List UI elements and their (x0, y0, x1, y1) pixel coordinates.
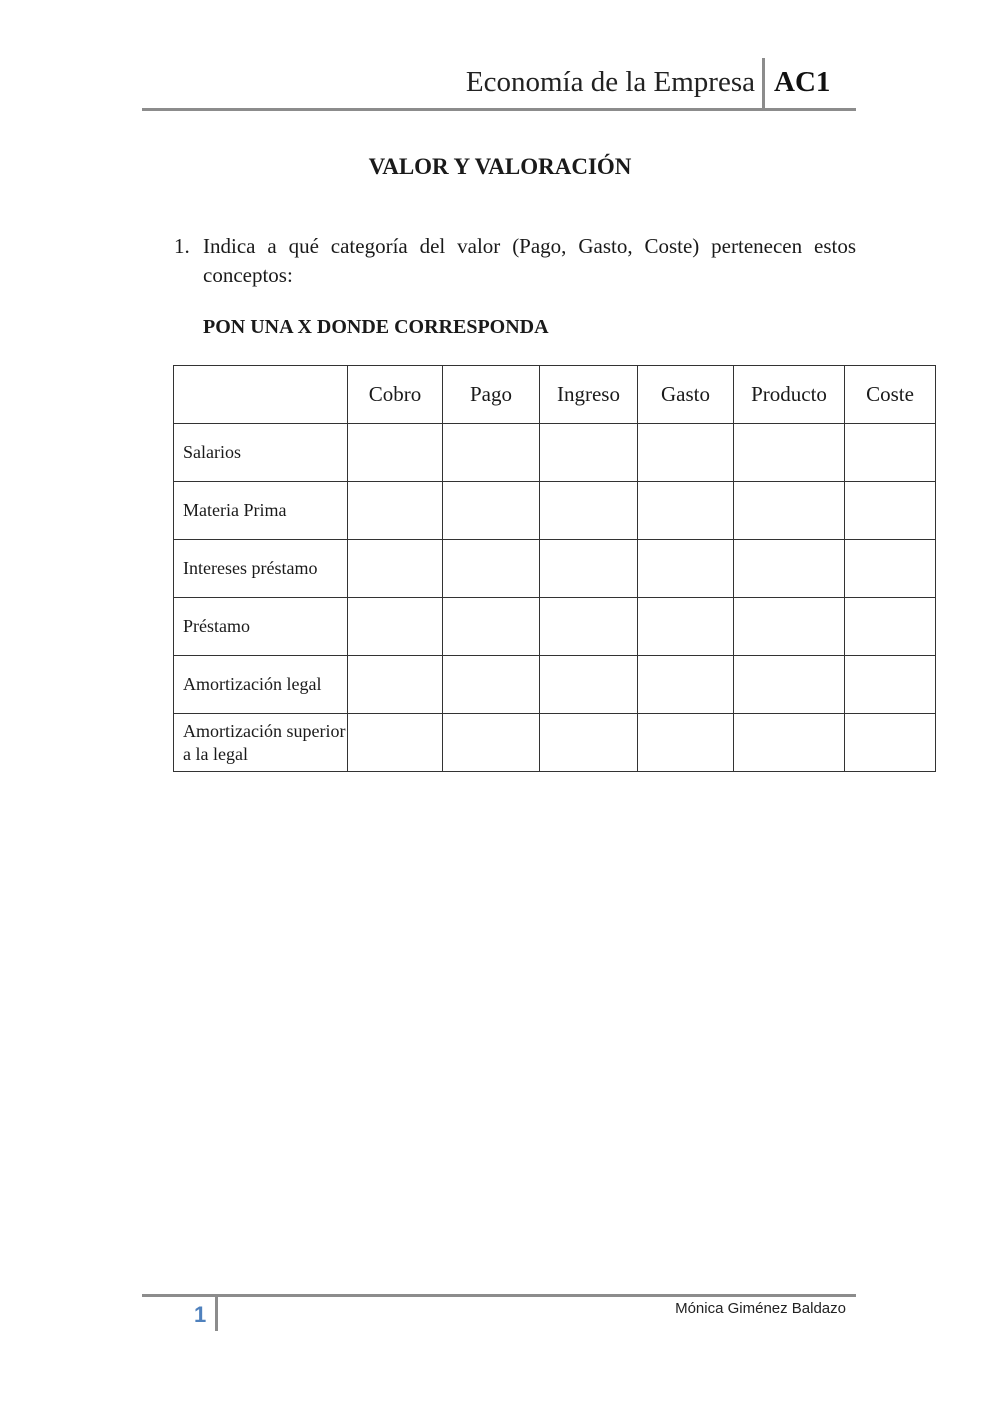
answer-cell[interactable] (443, 540, 540, 598)
answer-cell[interactable] (734, 714, 845, 772)
page-header (142, 58, 856, 111)
answer-cell[interactable] (845, 424, 936, 482)
answer-cell[interactable] (638, 656, 734, 714)
page-number: 1 (194, 1302, 207, 1327)
footer-divider (142, 1294, 856, 1297)
answer-cell[interactable] (845, 482, 936, 540)
answer-cell[interactable] (734, 482, 845, 540)
row-label: Amortización superior a la legal (174, 714, 348, 772)
answer-cell[interactable] (638, 540, 734, 598)
answer-cell[interactable] (443, 656, 540, 714)
header-title: Economía de la Empresa (465, 66, 755, 98)
answer-cell[interactable] (540, 714, 638, 772)
answer-cell[interactable] (348, 656, 443, 714)
answer-cell[interactable] (638, 482, 734, 540)
answer-cell[interactable] (638, 598, 734, 656)
table-row (174, 540, 936, 598)
footer-separator (215, 1297, 218, 1331)
column-header-producto: Producto (734, 366, 845, 424)
row-label: Amortización legal (174, 656, 348, 714)
row-label: Materia Prima (174, 482, 348, 540)
table-row (174, 482, 936, 540)
answer-cell[interactable] (845, 656, 936, 714)
answer-cell[interactable] (734, 540, 845, 598)
answer-cell[interactable] (443, 482, 540, 540)
question-text: Indica a qué categoría del valor (Pago, Gasto, Coste) pertenecen estos conceptos: (203, 234, 856, 287)
answer-cell[interactable] (348, 714, 443, 772)
answer-cell[interactable] (348, 598, 443, 656)
author-name: Mónica Giménez Baldazo (675, 1300, 846, 1317)
column-header-pago: Pago (443, 366, 540, 424)
instruction: PON UNA X DONDE CORRESPONDA (203, 316, 549, 338)
answer-cell[interactable] (845, 598, 936, 656)
column-header-ingreso: Ingreso (540, 366, 638, 424)
answer-cell[interactable] (540, 540, 638, 598)
answer-cell[interactable] (540, 482, 638, 540)
answer-cell[interactable] (540, 656, 638, 714)
classification-table (173, 365, 936, 772)
question-number: 1. (174, 234, 190, 258)
answer-cell[interactable] (443, 714, 540, 772)
answer-cell[interactable] (734, 656, 845, 714)
answer-cell[interactable] (348, 482, 443, 540)
answer-cell[interactable] (734, 424, 845, 482)
header-code: AC1 (774, 66, 831, 98)
table-row (174, 424, 936, 482)
column-header-cobro: Cobro (348, 366, 443, 424)
answer-cell[interactable] (443, 598, 540, 656)
column-header-gasto: Gasto (638, 366, 734, 424)
corner-cell (174, 366, 348, 424)
table-row (174, 656, 936, 714)
answer-cell[interactable] (845, 714, 936, 772)
row-label: Préstamo (174, 598, 348, 656)
answer-cell[interactable] (638, 424, 734, 482)
page-title: VALOR Y VALORACIÓN (368, 154, 632, 179)
question-1 (174, 232, 856, 290)
table-row (174, 714, 936, 772)
answer-cell[interactable] (638, 714, 734, 772)
answer-cell[interactable] (348, 424, 443, 482)
column-header-coste: Coste (845, 366, 936, 424)
header-divider (762, 58, 765, 108)
answer-cell[interactable] (540, 598, 638, 656)
answer-cell[interactable] (734, 598, 845, 656)
table-header-row (174, 366, 936, 424)
answer-cell[interactable] (348, 540, 443, 598)
row-label: Salarios (174, 424, 348, 482)
row-label: Intereses préstamo (174, 540, 348, 598)
answer-cell[interactable] (443, 424, 540, 482)
table-row (174, 598, 936, 656)
answer-cell[interactable] (845, 540, 936, 598)
answer-cell[interactable] (540, 424, 638, 482)
